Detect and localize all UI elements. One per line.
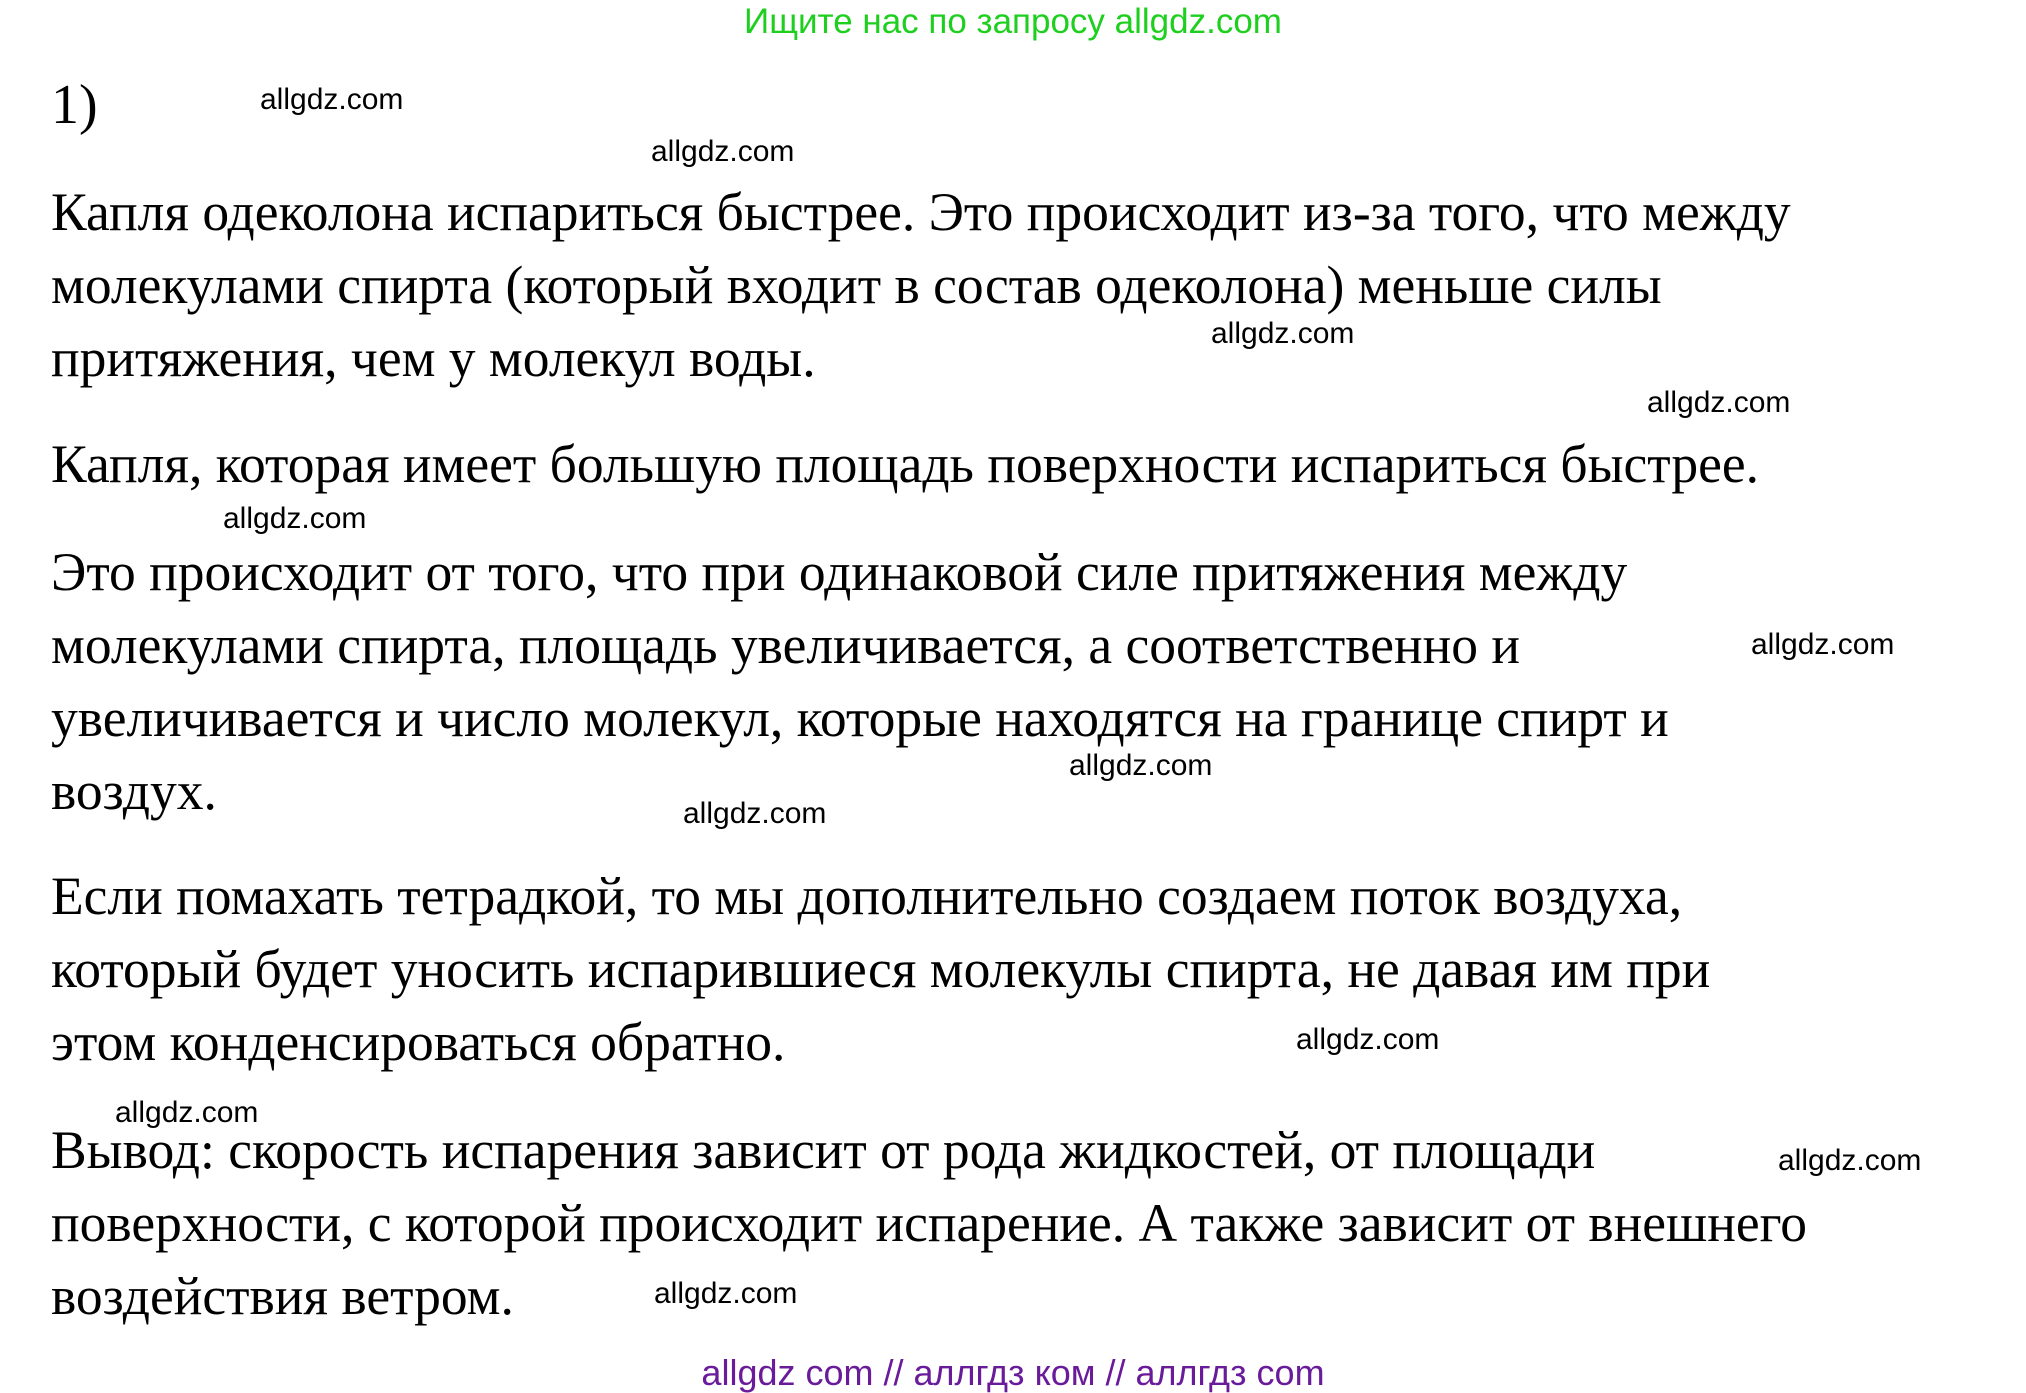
- paragraph-line: этом конденсироваться обратно.: [51, 1012, 786, 1072]
- watermark: allgdz.com: [223, 502, 367, 535]
- paragraph-line: молекулами спирта, площадь увеличивается, а соответственно и: [51, 615, 1520, 675]
- paragraph-line: Капля, которая имеет большую площадь поверхности испариться быстрее.: [51, 434, 1759, 494]
- watermark: allgdz.com: [1751, 628, 1895, 661]
- watermark: allgdz.com: [683, 797, 827, 830]
- paragraph-4: [51, 860, 1710, 1079]
- watermark: allgdz.com: [1296, 1023, 1440, 1056]
- paragraph-line: Это происходит от того, что при одинаковой силе притяжения между: [51, 542, 1628, 602]
- header-banner: Ищите нас по запросу allgdz.com: [744, 2, 1282, 41]
- paragraph-5: [51, 1114, 1807, 1333]
- paragraph-line: увеличивается и число молекул, которые находятся на границе спирт и: [51, 688, 1669, 748]
- paragraph-line: который будет уносить испарившиеся молекулы спирта, не давая им при: [51, 939, 1711, 999]
- watermark: allgdz.com: [115, 1096, 259, 1129]
- paragraph-line: притяжения, чем у молекул воды.: [51, 328, 816, 388]
- watermark: allgdz.com: [1211, 317, 1355, 350]
- watermark: allgdz.com: [260, 83, 404, 116]
- paragraph-line: молекулами спирта (который входит в состав одеколона) меньше силы: [51, 255, 1662, 315]
- paragraph-line: поверхности, с которой происходит испарение. А также зависит от внешнего: [51, 1193, 1807, 1253]
- watermark: allgdz.com: [654, 1277, 798, 1310]
- footer-banner: allgdz com // аллгдз ком // аллгдз com: [701, 1352, 1325, 1393]
- watermark: allgdz.com: [1069, 749, 1213, 782]
- paragraph-3: [51, 536, 1669, 828]
- paragraph-line: Вывод: скорость испарения зависит от рода жидкостей, от площади: [51, 1120, 1596, 1180]
- paragraph-line: Если помахать тетрадкой, то мы дополнительно создаем поток воздуха,: [51, 866, 1683, 926]
- paragraph-2: [51, 428, 1759, 501]
- watermark: allgdz.com: [651, 135, 795, 168]
- item-number: 1): [51, 74, 98, 136]
- watermark: allgdz.com: [1778, 1144, 1922, 1177]
- paragraph-line: Капля одеколона испариться быстрее. Это происходит из-за того, что между: [51, 182, 1791, 242]
- watermark: allgdz.com: [1647, 386, 1791, 419]
- paragraph-line: воздействия ветром.: [51, 1266, 514, 1326]
- paragraph-1: [51, 176, 1791, 395]
- paragraph-line: воздух.: [51, 761, 217, 821]
